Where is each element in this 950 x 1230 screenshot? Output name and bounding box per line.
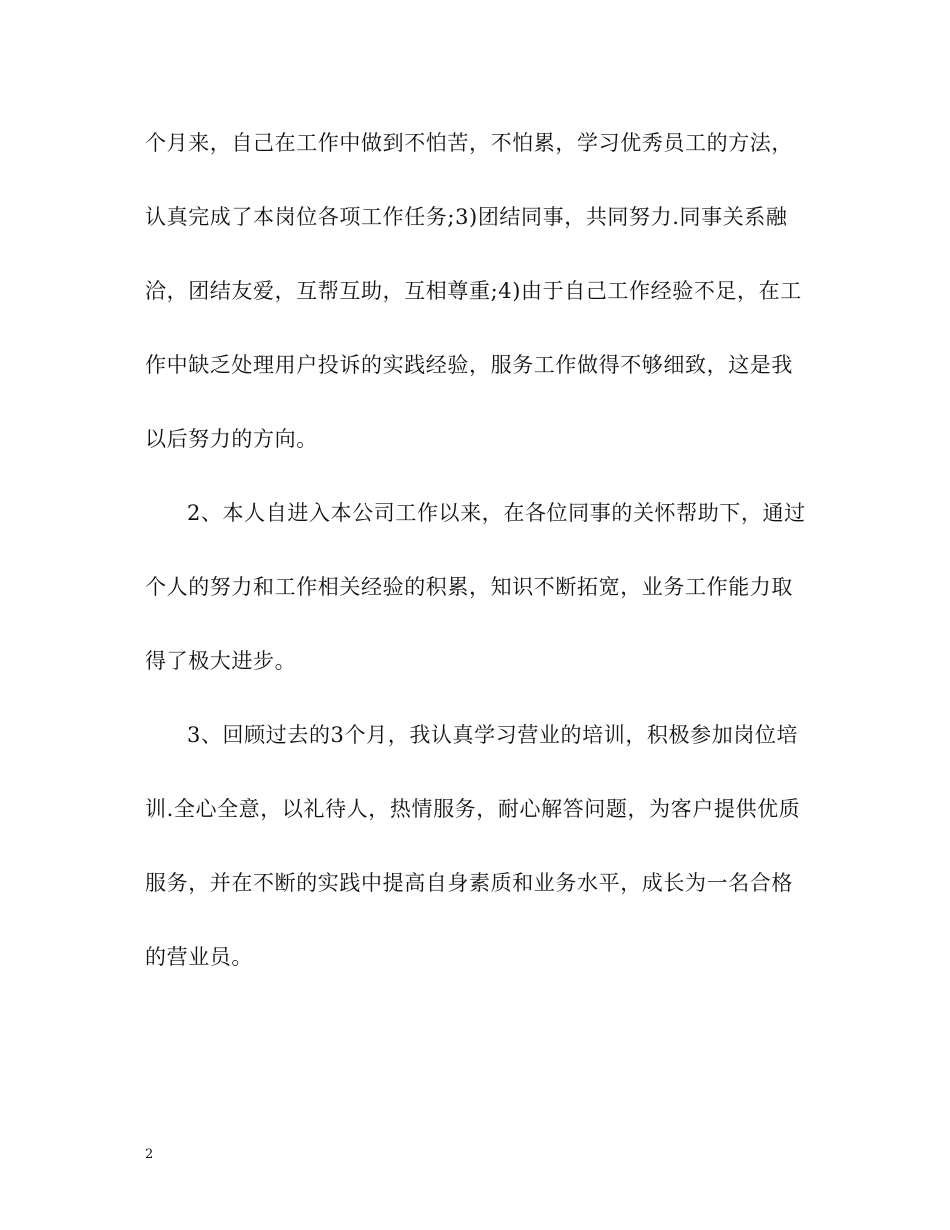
paragraph-2-line-3: 得了极大进步。 [145, 649, 297, 673]
paragraph-3-line-3: 服务，并在不断的实践中提高自身素质和业务水平，成长为一名合格 [145, 871, 793, 895]
page-number: 2 [145, 1147, 154, 1162]
text-line-1: 个月来，自己在工作中做到不怕苦，不怕累，学习优秀员工的方法， [145, 131, 793, 155]
paragraph-3-line-4: 的营业员。 [145, 945, 253, 969]
paragraph-2-line-2: 个人的努力和工作相关经验的积累，知识不断拓宽，业务工作能力取 [145, 575, 793, 599]
text-line-3: 洽，团结友爱，互帮互助，互相尊重;4)由于自己工作经验不足，在工 [145, 279, 802, 303]
paragraph-3-line-2: 训.全心全意，以礼待人，热情服务，耐心解答问题，为客户提供优质 [145, 797, 801, 821]
paragraph-3-line-1: 3、回顾过去的3个月，我认真学习营业的培训，积极参加岗位培 [187, 723, 799, 747]
text-line-4: 作中缺乏处理用户投诉的实践经验，服务工作做得不够细致，这是我 [145, 353, 793, 377]
text-line-2: 认真完成了本岗位各项工作任务;3)团结同事，共同努力.同事关系融 [145, 205, 788, 229]
text-line-5: 以后努力的方向。 [145, 427, 318, 451]
paragraph-2-line-1: 2、本人自进入本公司工作以来，在各位同事的关怀帮助下，通过 [187, 501, 806, 525]
